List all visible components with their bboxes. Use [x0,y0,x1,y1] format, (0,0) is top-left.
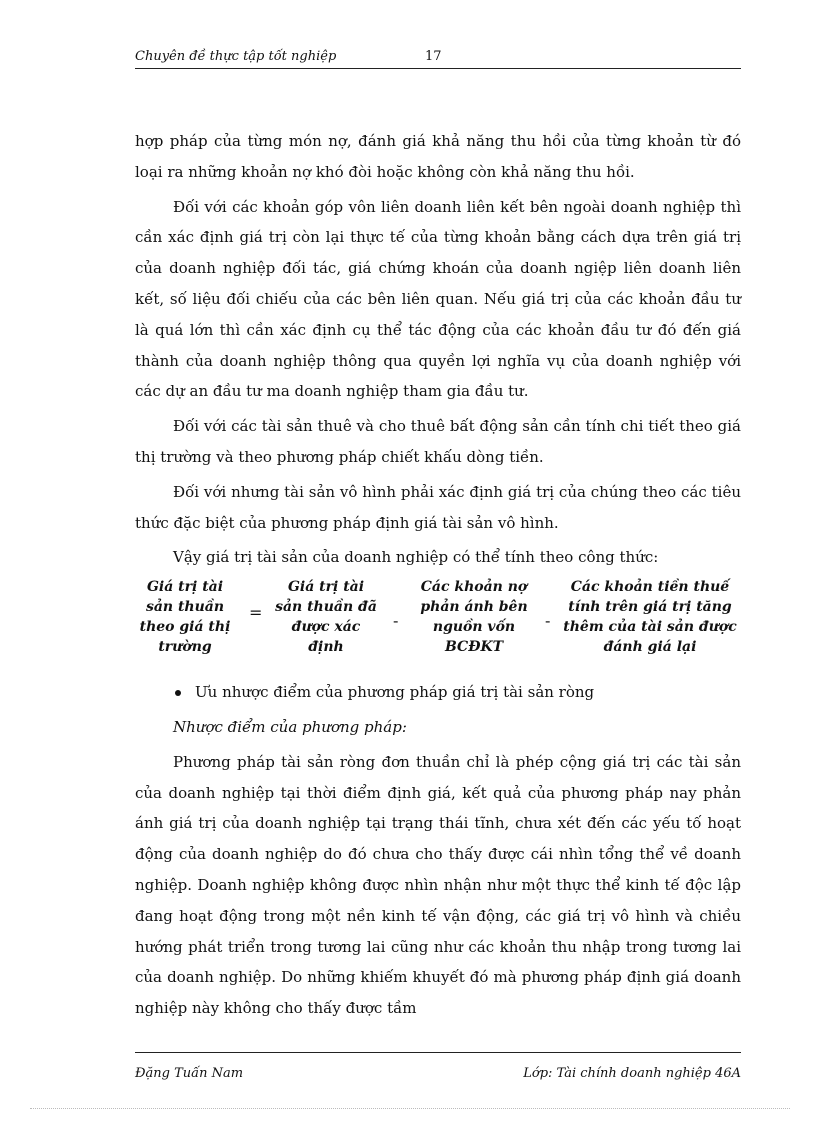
formula-equals: = [249,603,263,623]
paragraph-4: Đối với nhưng tài sản vô hình phải xác định giá trị của chúng theo các tiêu thức đặc biệt của phương pháp định giá tài sản vô hình. [135,482,741,532]
formula-minus-2: - [545,611,551,631]
formula-term-3: Các khoản nợ phản ánh bên nguồn vốn BCĐKT [420,579,528,656]
formula-term-1: Giá trị tài sản thuần theo giá thị trường [139,579,231,656]
valuation-formula [135,573,741,657]
sub-heading: Nhược điểm của phương pháp: [173,717,407,736]
paragraph-5: Vậy giá trị tài sản của doanh nghiệp có thể tính theo công thức: [173,548,659,567]
paragraph-1: hợp pháp của từng món nợ, đánh giá khả năng thu hồi của từng khoản từ đó loại ra những khoản nợ khó đòi hoặc không còn khả năng thu hồi. [135,132,741,181]
bullet-item: Ưu nhược điểm của phương pháp giá trị tài sản ròng [135,677,741,708]
header-title: Chuyên đề thực tập tốt nghiệp [135,49,337,64]
formula-term-4: Các khoản tiền thuế tính trên giá trị tăng thêm của tài sản được đánh giá lại [563,579,737,656]
page-footer [135,1052,741,1081]
page-bottom-divider [30,1108,790,1109]
paragraph-6: Phương pháp tài sản ròng đơn thuần chỉ là phép cộng giá trị các tài sản của doanh nghiệp tại thời điểm định giá, kết quả của phương pháp nay phản ánh giá trị của doanh nghiệp tại trạng thái tĩnh, chưa xét đến các yếu tố hoạt động của doanh nghiệp do đó chưa cho thấy được cái nhìn tổng thể về doanh nghiệp. Doanh nghiệp không được nhìn nhận như một thực thể kinh tế độc lập đang hoạt động trong một nền kinh tế vận động, các giá trị vô hình và chiều hướng phát triển trong tương lai cũng như các khoản thu nhập trong tương lai của doanh nghiệp. Do những khiếm khuyết đó mà phương pháp định giá doanh nghiệp này không cho thấy được tầm [135,752,741,1018]
formula-minus-1: - [393,611,399,631]
paragraph-2: Đối với các khoản góp vôn liên doanh liên kết bên ngoài doanh nghiệp thì cần xác định giá trị còn lại thực tế của từng khoản bằng cách dựa trên giá trị của doanh nghiệp đối tác, giá chứng khoán của doanh ngiệp liên doanh liên kết, số liệu đối chiếu của các bên liên quan. Nếu giá trị của các khoản đầu tư là quá lớn thì cần xác định cụ thể tác động của các khoản đầu tư đó đến giá thành của doanh nghiệp thông qua quyền lợi nghĩa vụ của doanh nghiệp với các dự an đầu tư ma doanh nghiệp tham gia đầu tư. [135,197,741,401]
footer-author: Đặng Tuấn Nam [135,1066,244,1081]
footer-class: Lớp: Tài chính doanh nghiệp 46A [523,1066,741,1081]
formula-term-2: Giá trị tài sản thuần đã được xác định [275,579,377,656]
document-body [135,126,741,1028]
page-number: 17 [425,49,442,64]
paragraph-3: Đối với các tài sản thuê và cho thuê bất động sản cần tính chi tiết theo giá thị trường và theo phương pháp chiết khấu dòng tiền. [135,417,741,466]
page-header [135,49,741,69]
